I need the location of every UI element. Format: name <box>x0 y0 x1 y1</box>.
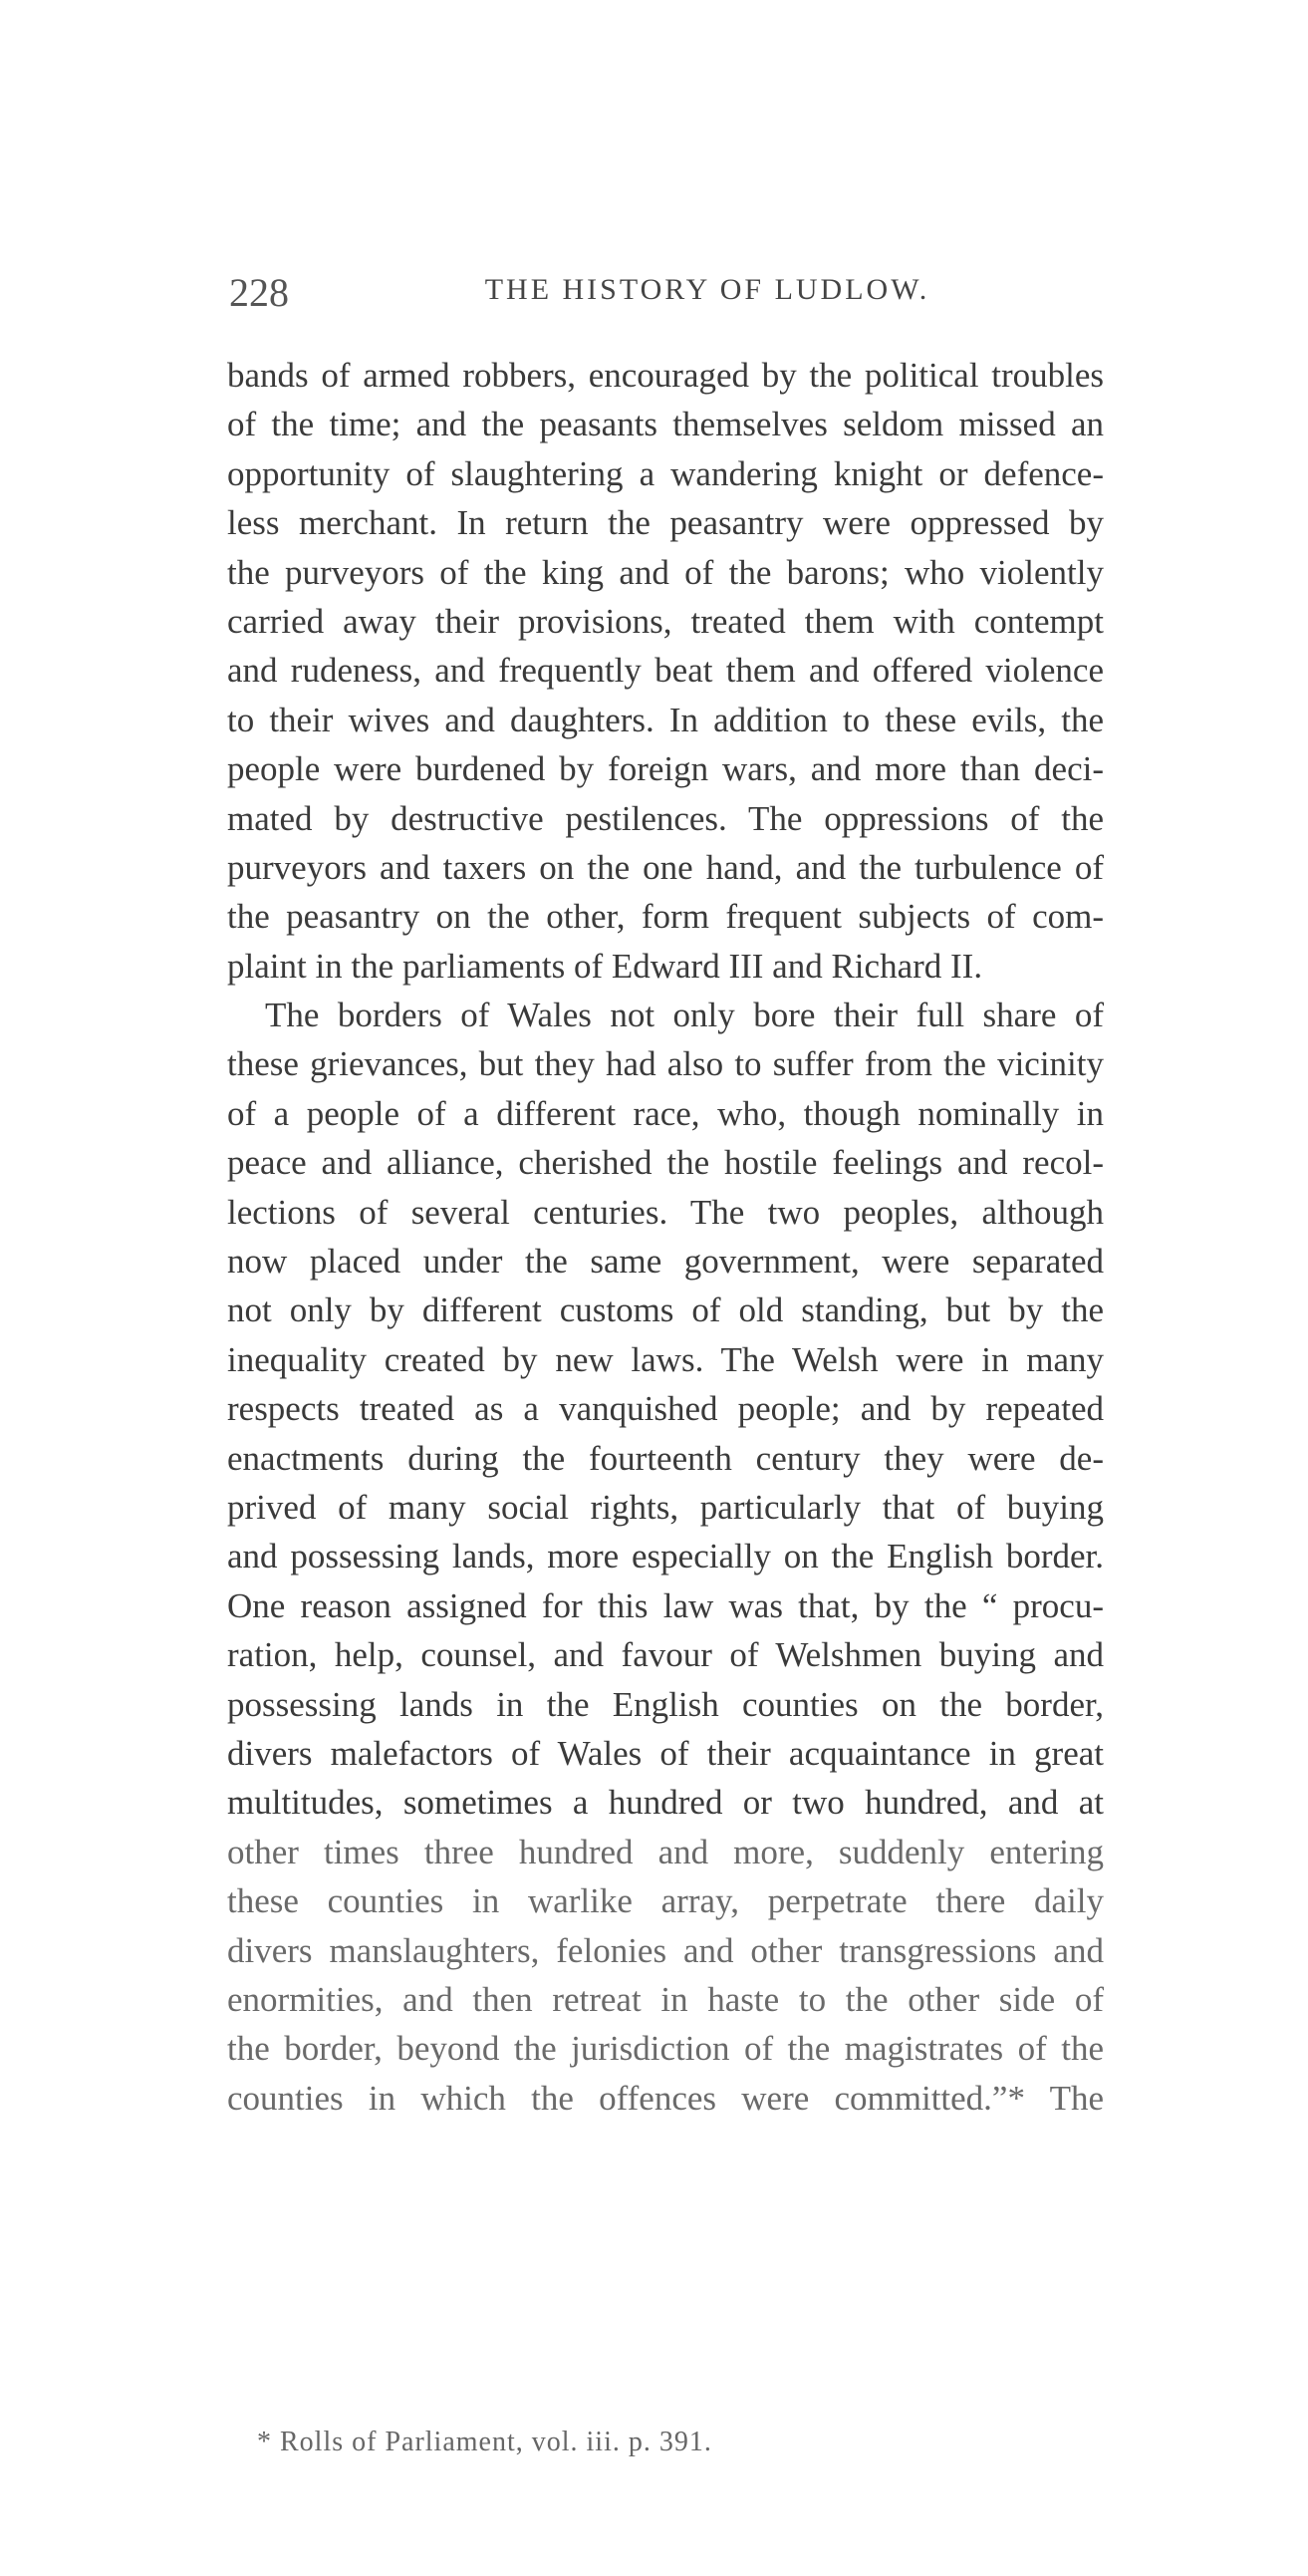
text-line: One reason assigned for this law was that, by the “ procu- <box>227 1585 1104 1625</box>
text-line: lections of several centuries. The two peoples, although <box>227 1192 1104 1232</box>
text-line: divers malefactors of Wales of their acquaintance in great <box>227 1733 1104 1773</box>
text-line: of the time; and the peasants themselves seldom missed an <box>227 405 1104 444</box>
text-line: ration, help, counsel, and favour of Welshmen buying and <box>227 1635 1104 1675</box>
text-line: these grievances, but they had also to suffer from the vicinity <box>227 1044 1104 1084</box>
text-line: peace and alliance, cherished the hostile feelings and recol- <box>227 1143 1104 1183</box>
text-line: possessing lands in the English counties on the border, <box>227 1684 1104 1724</box>
text-line: mated by destructive pestilences. The oppressions of the <box>227 798 1104 838</box>
text-line: multitudes, sometimes a hundred or two hundred, and at <box>227 1783 1104 1823</box>
text-line: bands of armed robbers, encouraged by the political troubles <box>227 356 1104 395</box>
text-line: prived of many social rights, particularly that of buying <box>227 1487 1104 1527</box>
text-line: enormities, and then retreat in haste to the other side of <box>227 1979 1104 2019</box>
text-line: the border, beyond the jurisdiction of the magistrates of the <box>227 2029 1104 2069</box>
text-line: the purveyors of the king and of the barons; who violently <box>227 552 1104 592</box>
text-line: people were burdened by foreign wars, and more than deci- <box>227 749 1104 789</box>
text-line: respects treated as a vanquished people; and by repeated <box>227 1389 1104 1429</box>
text-line: purveyors and taxers on the one hand, and the turbulence of <box>227 847 1104 887</box>
text-line: the peasantry on the other, form frequent subjects of com- <box>227 897 1104 937</box>
text-line: to their wives and daughters. In addition to these evils, the <box>227 700 1104 739</box>
text-line: not only by different customs of old standing, but by the <box>227 1290 1104 1330</box>
text-line: plaint in the parliaments of Edward III and Richard II. <box>227 946 983 986</box>
text-line: counties in which the offences were committed.”* The <box>227 2078 1104 2118</box>
text-line: inequality created by new laws. The Welsh were in many <box>227 1339 1104 1379</box>
text-line: opportunity of slaughtering a wandering knight or defence- <box>227 453 1104 493</box>
text-line: these counties in warlike array, perpetrate there daily <box>227 1881 1104 1921</box>
text-line: carried away their provisions, treated them with contempt <box>227 601 1104 641</box>
body-text <box>227 351 1104 2123</box>
text-line: divers manslaughters, felonies and other transgressions and <box>227 1930 1104 1970</box>
footnote: * Rolls of Parliament, vol. iii. p. 391. <box>257 2427 712 2457</box>
running-title: THE HISTORY OF LUDLOW. <box>484 273 930 306</box>
text-line: and rudeness, and frequently beat them and offered violence <box>227 651 1104 691</box>
page-header <box>229 269 1096 315</box>
text-line: enactments during the fourteenth century they were de- <box>227 1438 1104 1478</box>
page-number: 228 <box>229 270 289 315</box>
text-line: now placed under the same government, were separated <box>227 1242 1104 1282</box>
text-line: The borders of Wales not only bore their full share of <box>265 996 1104 1035</box>
text-line: less merchant. In return the peasantry were oppressed by <box>227 503 1104 543</box>
text-line: and possessing lands, more especially on the English border. <box>227 1537 1104 1576</box>
text-line: of a people of a different race, who, though nominally in <box>227 1093 1104 1133</box>
text-line: other times three hundred and more, suddenly entering <box>227 1832 1104 1871</box>
